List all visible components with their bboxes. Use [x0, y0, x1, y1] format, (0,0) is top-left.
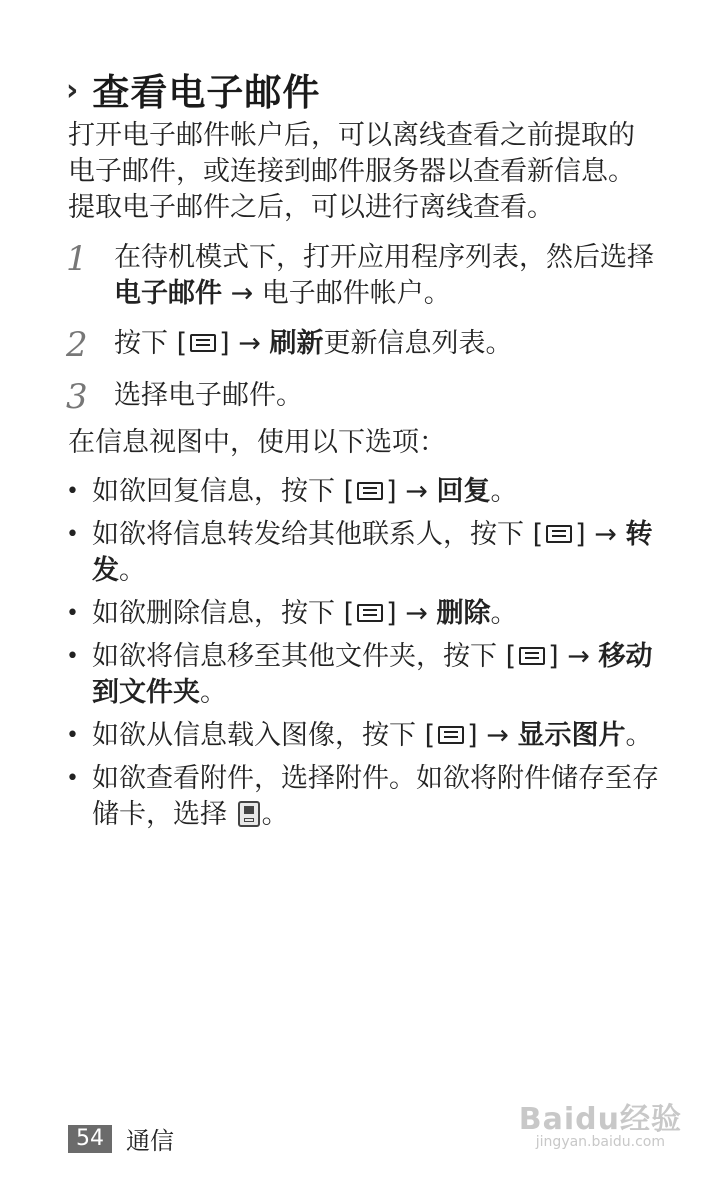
step-item: [66, 240, 666, 312]
section-name: 通信: [126, 1127, 174, 1155]
save-icon: [238, 801, 260, 827]
bold-term: 显示图片: [517, 720, 626, 751]
watermark-logo: Baidu经验: [518, 1102, 682, 1137]
list-item: [66, 761, 666, 833]
step-item: [66, 326, 666, 364]
options-lead: 在信息视图中，使用以下选项：: [68, 427, 446, 458]
bold-term: 移动到文件夹: [92, 641, 653, 708]
page-title: 查看电子邮件: [92, 71, 321, 114]
bold-term: 转发: [92, 519, 653, 586]
watermark-url: jingyan.baidu.com: [535, 1134, 665, 1150]
list-item-text: 如欲查看附件，选择附件。如欲将附件储存至存储卡，选择 。: [92, 763, 659, 830]
list-item-text: 如欲从信息载入图像，按下 [ ] → 显示图片。: [92, 720, 653, 751]
steps-list: [66, 240, 666, 430]
list-item: [66, 718, 666, 754]
list-item: [66, 474, 666, 510]
bold-term: 刷新: [269, 328, 324, 359]
bold-term: 电子邮件: [114, 278, 222, 309]
bullet-dot: •: [66, 644, 79, 669]
page-footer: [68, 1121, 174, 1156]
intro-paragraph: 打开电子邮件帐户后，可以离线查看之前提取的电子邮件，或连接到邮件服务器以查看新信息。提取电子邮件之后，可以进行离线查看。: [68, 120, 635, 223]
menu-key-icon: [357, 482, 383, 500]
list-item-text: 如欲将信息转发给其他联系人，按下 [ ] → 转发。: [92, 519, 653, 586]
list-item-text: 如欲回复信息，按下 [ ] → 回复。: [92, 476, 518, 507]
step-number: 3: [66, 377, 88, 417]
list-item: [66, 517, 666, 589]
step-text: 在待机模式下，打开应用程序列表，然后选择电子邮件 → 电子邮件帐户。: [114, 242, 654, 309]
list-item-text: 如欲将信息移至其他文件夹，按下 [ ] → 移动到文件夹。: [92, 641, 653, 708]
bold-term: 删除: [436, 598, 491, 629]
bullet-dot: •: [66, 479, 79, 504]
menu-key-icon: [519, 647, 545, 665]
menu-key-icon: [438, 726, 464, 744]
chevron-icon: ›: [66, 73, 79, 108]
bullet-dot: •: [66, 766, 79, 791]
menu-key-icon: [546, 525, 572, 543]
bullet-dot: •: [66, 601, 79, 626]
step-text: 选择电子邮件。: [114, 380, 303, 411]
bullet-dot: •: [66, 723, 79, 748]
page-number: 54: [68, 1125, 112, 1153]
menu-key-icon: [357, 604, 383, 622]
watermark: [519, 1094, 682, 1150]
step-text: 按下 [ ] → 刷新更新信息列表。: [114, 328, 513, 359]
step-number: 1: [66, 239, 88, 279]
step-number: 2: [66, 325, 88, 365]
section-heading: [66, 64, 320, 114]
list-item-text: 如欲删除信息，按下 [ ] → 删除。: [92, 598, 518, 629]
list-item: [66, 639, 666, 711]
bullet-dot: •: [66, 522, 79, 547]
bold-term: 回复: [436, 476, 491, 507]
list-item: [66, 596, 666, 632]
menu-key-icon: [190, 334, 216, 352]
options-list: [66, 474, 666, 840]
step-item: [66, 378, 666, 416]
